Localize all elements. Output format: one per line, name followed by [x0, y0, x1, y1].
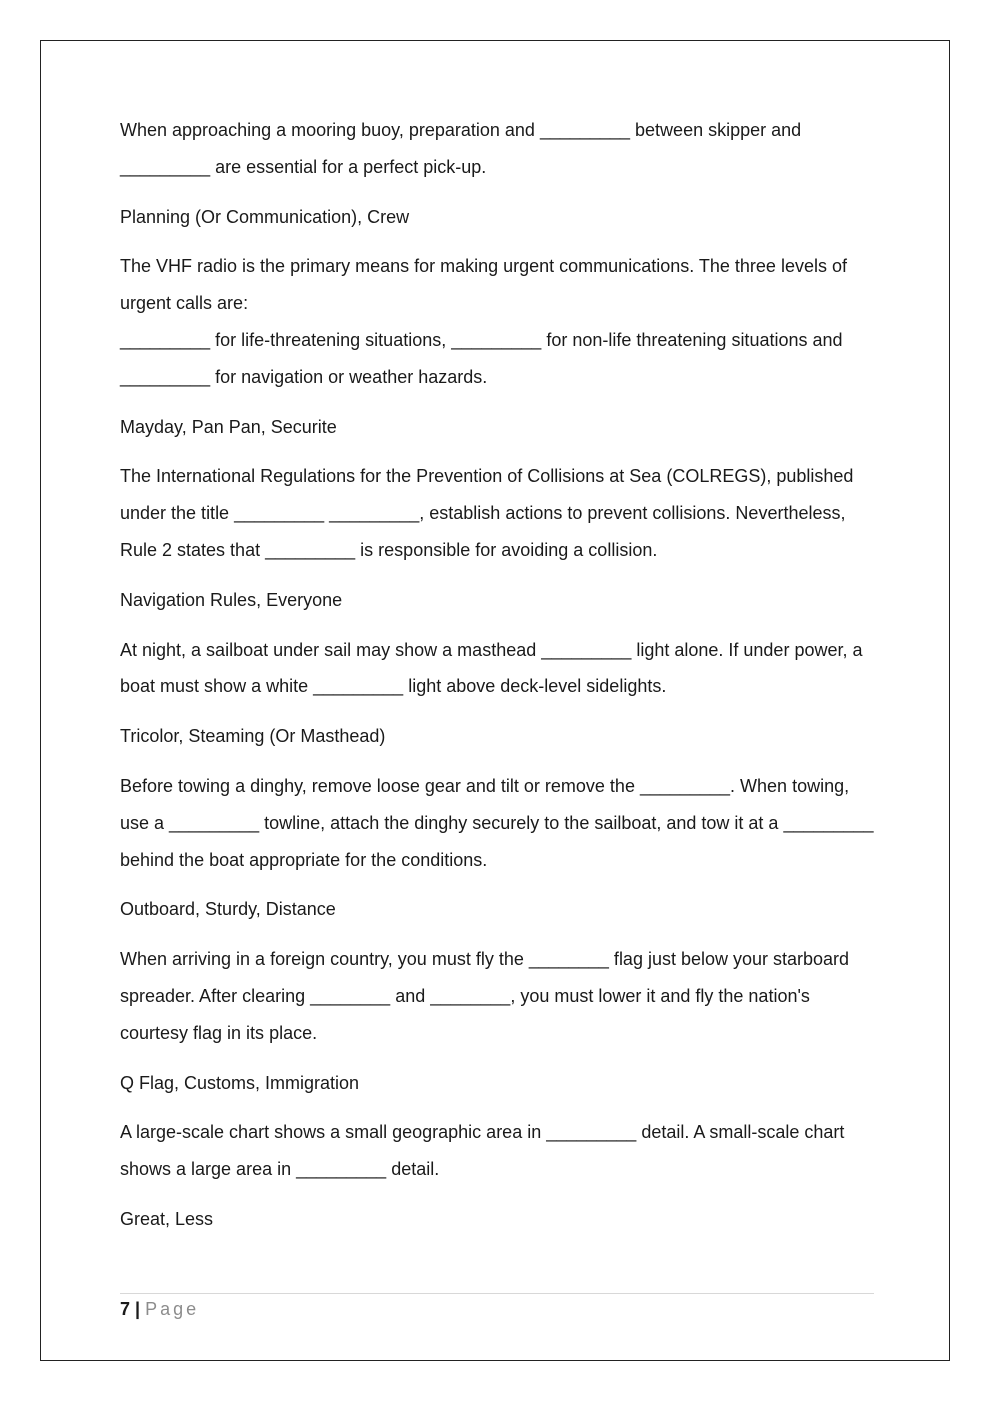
question-text: Before towing a dinghy, remove loose gear and tilt or remove the _________. When towing, use a _________ towline, attach the dinghy securely to the sailboat, and tow it at a _________ behind the boat appropriate for the conditions. [120, 775, 879, 870]
qa-item-1 [120, 112, 880, 235]
answer-text: Planning (Or Communication), Crew [120, 206, 410, 227]
answer-text: Mayday, Pan Pan, Securite [120, 416, 337, 437]
question-text: A large-scale chart shows a small geographic area in _________ detail. A small-scale chart shows a large area in _________ detail. [120, 1122, 850, 1180]
answer-text: Navigation Rules, Everyone [120, 589, 343, 610]
answer-text: Outboard, Sturdy, Distance [120, 899, 336, 920]
qa-item-5 [120, 768, 880, 928]
answer-text: Great, Less [120, 1208, 214, 1229]
question-text: At night, a sailboat under sail may show a masthead _________ light alone. If under power, a boat must show a white _________ light above deck-level sidelights. [120, 639, 868, 697]
page-footer [120, 1293, 874, 1322]
question-text: When arriving in a foreign country, you must fly the ________ flag just below your starboard spreader. After clearing ________ and ________, you must lower it and fly the nation's courtesy flag in its place. [120, 949, 855, 1043]
page-number: 7 [120, 1299, 131, 1319]
qa-item-3 [120, 458, 880, 618]
qa-item-2 [120, 248, 880, 445]
page-label: Page [145, 1299, 200, 1319]
document-body [120, 112, 880, 1251]
page-separator: | [135, 1299, 141, 1319]
qa-item-4 [120, 632, 880, 755]
question-text: The VHF radio is the primary means for making urgent communications. The three levels of urgent calls are: _________ for life-threatening situations, _________ for non-life threatening situations and _________ for navigation or weather hazards. [120, 256, 847, 387]
qa-item-6 [120, 941, 880, 1101]
qa-item-7 [120, 1114, 880, 1237]
question-text: When approaching a mooring buoy, preparation and _________ between skipper and _________ are essential for a perfect pick-up. [120, 120, 807, 177]
question-text: The International Regulations for the Prevention of Collisions at Sea (COLREGS), published under the title _________ _________, establish actions to prevent collisions. Nevertheless, Rule 2 states that _________ is responsible for avoiding a collision. [120, 466, 859, 560]
answer-text: Tricolor, Steaming (Or Masthead) [120, 726, 386, 747]
answer-text: Q Flag, Customs, Immigration [120, 1072, 360, 1093]
